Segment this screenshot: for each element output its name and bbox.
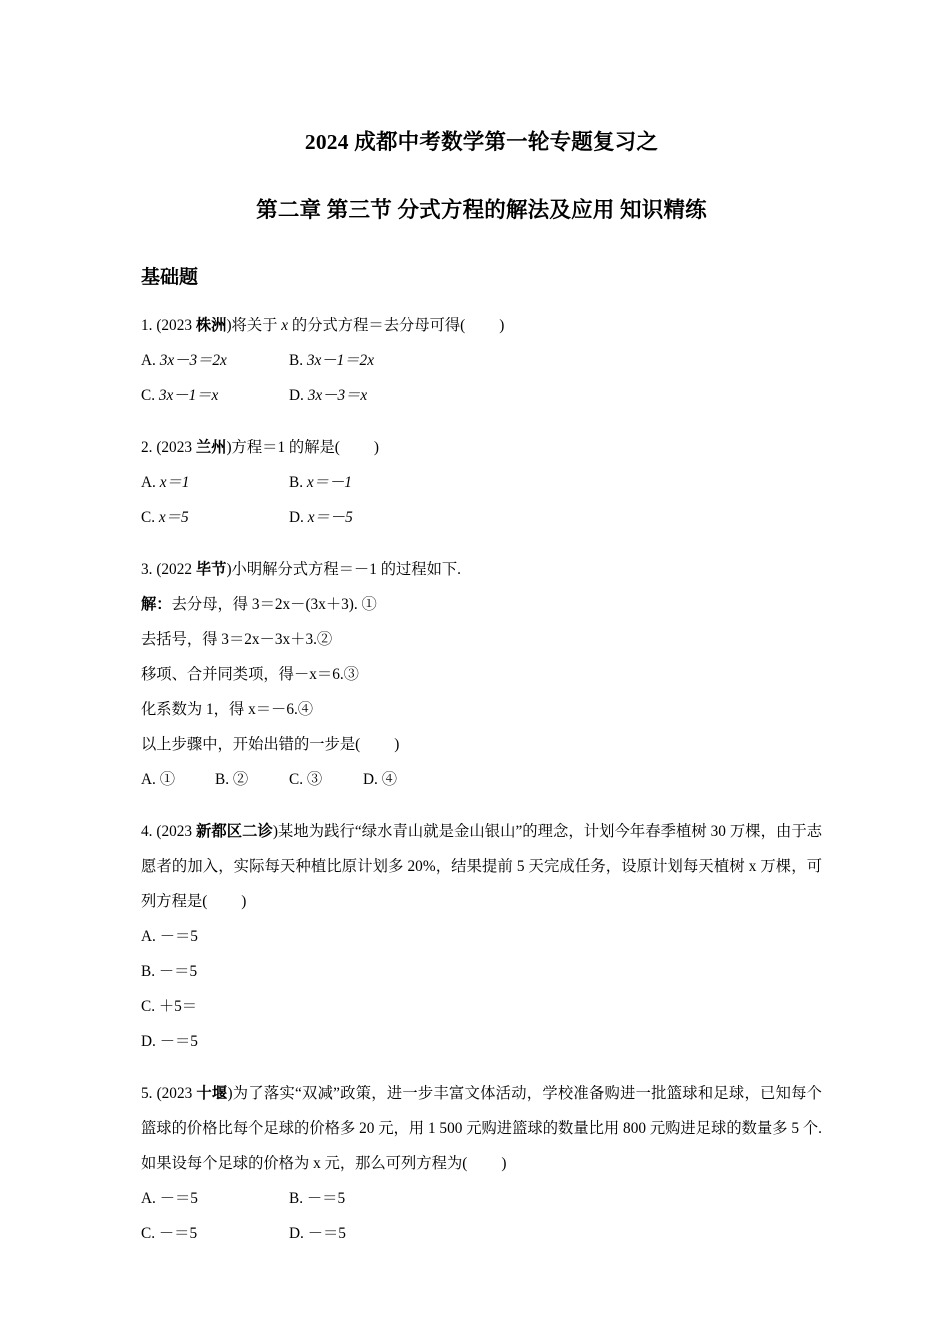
solution-step-4 <box>141 692 822 727</box>
solution-step-3 <box>141 657 822 692</box>
option-3-C[interactable] <box>289 762 363 797</box>
question-block-1 <box>141 308 822 413</box>
option-label-3-C: C. <box>289 771 304 788</box>
question-block-3 <box>141 552 822 797</box>
option-body-5-C: －＝5 <box>158 1225 198 1242</box>
solution-step-text-2: 去括号，得 3＝2x－3x＋3.② <box>141 631 333 648</box>
question-number-3: 3. <box>141 561 153 578</box>
option-3-D[interactable] <box>363 762 397 797</box>
option-body-4-C: ＋5＝ <box>158 998 198 1015</box>
question-source-prefix-4: (2023 <box>156 823 196 840</box>
option-row-3 <box>141 762 822 797</box>
question-text-5: 为了落实“双减”政策，进一步丰富文体活动，学校准备购进一批篮球和足球，已知每个篮球的价格比每个足球的价格多 20 元，用 1 500 元购进篮球的数量比用 800 元购进足球的数量多 5 个. 如果设每个足球的价格为 x 元，那么可列方程为( <box>141 1085 822 1172</box>
solution-step-text-1: 去分母，得 3＝2x－(3x＋3). ① <box>171 596 377 613</box>
option-label-3-A: A. <box>141 771 156 788</box>
option-label-3-D: D. <box>363 771 378 788</box>
question-number-2: 2. <box>141 439 153 456</box>
question-paren-close-3: ) <box>394 736 400 753</box>
question-paren-close-4: ) <box>241 893 247 910</box>
option-label-2-A: A. <box>141 474 156 491</box>
option-row-2-top <box>141 465 822 500</box>
question-source-suffix-2: ) <box>226 439 232 456</box>
document-title-line-1: 2024 成都中考数学第一轮专题复习之 <box>304 130 659 154</box>
option-4-C[interactable] <box>141 989 822 1024</box>
option-body-5-A: －＝5 <box>159 1190 198 1207</box>
question-block-4 <box>141 814 822 1059</box>
option-row-1-bottom <box>141 378 822 413</box>
question-number-5: 5. <box>141 1085 153 1102</box>
question-number-1: 1. <box>141 317 153 334</box>
question-variable-1: x <box>281 317 289 334</box>
question-paren-close-1: ) <box>499 317 505 334</box>
question-stem-2 <box>141 430 822 465</box>
option-4-D[interactable] <box>141 1024 822 1059</box>
solution-step-text-3: 移项、合并同类项，得－x＝6.③ <box>141 666 359 683</box>
option-row-2-bottom <box>141 500 822 535</box>
option-1-C[interactable] <box>141 378 289 413</box>
option-2-B[interactable] <box>289 465 352 500</box>
option-row-1-top <box>141 343 822 378</box>
option-label-4-C: C. <box>141 998 156 1015</box>
option-list-4 <box>141 919 822 1059</box>
option-1-B[interactable] <box>289 343 374 378</box>
option-body-5-D: －＝5 <box>307 1225 346 1242</box>
question-source-suffix-1: ) <box>226 317 232 334</box>
option-4-B[interactable] <box>141 954 822 989</box>
option-label-5-D: D. <box>289 1225 304 1242</box>
solution-step-2 <box>141 622 822 657</box>
question-source-name-3: 毕节 <box>195 561 227 578</box>
option-row-5-top <box>141 1181 822 1216</box>
option-5-C[interactable] <box>141 1216 289 1251</box>
option-2-D[interactable] <box>289 500 353 535</box>
question-text-1b: 的分式方程＝去分母可得( <box>291 317 466 334</box>
option-5-A[interactable] <box>141 1181 289 1216</box>
option-1-D[interactable] <box>289 378 367 413</box>
option-body-3-C: ③ <box>306 771 323 788</box>
document-content <box>141 0 822 1251</box>
solution-step-text-4: 化系数为 1，得 x＝－6.④ <box>141 701 314 718</box>
question-stem-3 <box>141 552 822 587</box>
option-body-4-A: －＝5 <box>159 928 198 945</box>
question-source-suffix-3: ) <box>226 561 232 578</box>
option-label-1-C: C. <box>141 387 156 404</box>
solution-prefix-label: 解： <box>141 596 172 613</box>
option-body-3-D: ④ <box>381 771 398 788</box>
option-5-D[interactable] <box>289 1216 346 1251</box>
option-label-4-D: D. <box>141 1033 156 1050</box>
option-body-1-B: 3x－1＝2x <box>306 352 374 369</box>
option-1-A[interactable] <box>141 343 289 378</box>
question-source-name-4: 新都区二诊 <box>195 823 273 840</box>
option-2-C[interactable] <box>141 500 289 535</box>
option-label-4-B: B. <box>141 963 156 980</box>
question-source-name-1: 株洲 <box>195 317 227 334</box>
option-label-2-C: C. <box>141 509 156 526</box>
option-body-2-D: x＝－5 <box>307 509 353 526</box>
option-label-3-B: B. <box>215 771 230 788</box>
option-2-A[interactable] <box>141 465 289 500</box>
option-body-5-B: －＝5 <box>306 1190 346 1207</box>
question-block-5 <box>141 1076 822 1251</box>
question-text-3: 小明解分式方程＝－1 的过程如下. <box>231 561 462 578</box>
option-body-4-B: －＝5 <box>158 963 198 980</box>
option-3-A[interactable] <box>141 762 215 797</box>
question-stem-1 <box>141 308 822 343</box>
option-label-5-A: A. <box>141 1190 156 1207</box>
option-label-1-A: A. <box>141 352 156 369</box>
option-label-5-C: C. <box>141 1225 156 1242</box>
question-paren-close-5: ) <box>501 1155 507 1172</box>
option-body-2-B: x＝－1 <box>306 474 352 491</box>
question-source-prefix-3: (2022 <box>156 561 196 578</box>
option-body-1-A: 3x－3＝2x <box>159 352 227 369</box>
solution-step-1 <box>141 587 822 622</box>
question-tail-3 <box>141 727 822 762</box>
option-body-2-A: x＝1 <box>159 474 190 491</box>
option-label-1-D: D. <box>289 387 304 404</box>
option-body-1-D: 3x－3＝x <box>307 387 368 404</box>
option-body-3-B: ② <box>232 771 249 788</box>
question-source-suffix-5: ) <box>227 1085 233 1102</box>
option-3-B[interactable] <box>215 762 289 797</box>
option-label-4-A: A. <box>141 928 156 945</box>
question-source-prefix-5: (2023 <box>156 1085 197 1102</box>
question-text-2: 方程＝1 的解是( <box>231 439 340 456</box>
option-body-2-C: x＝5 <box>158 509 189 526</box>
question-stem-4 <box>141 814 822 919</box>
option-label-1-B: B. <box>289 352 304 369</box>
option-5-B[interactable] <box>289 1181 345 1216</box>
option-label-5-B: B. <box>289 1190 304 1207</box>
question-source-prefix-2: (2023 <box>156 439 196 456</box>
question-text-4: 某地为践行“绿水青山就是金山银山”的理念，计划今年春季植树 30 万棵，由于志愿者的加入，实际每天种植比原计划多 20%，结果提前 5 天完成任务，设原计划每天植树 x 万棵，可列方程是( <box>141 823 822 910</box>
question-tail-text-3: 以上步骤中，开始出错的一步是( <box>141 736 361 753</box>
question-paren-close-2: ) <box>373 439 380 456</box>
option-row-5-bottom <box>141 1216 822 1251</box>
question-stem-5 <box>141 1076 822 1181</box>
question-source-prefix-1: (2023 <box>156 317 196 334</box>
question-block-2 <box>141 430 822 535</box>
question-source-name-5: 十堰 <box>196 1085 228 1102</box>
option-body-1-C: 3x－1＝x <box>158 387 219 404</box>
option-4-A[interactable] <box>141 919 822 954</box>
option-label-2-D: D. <box>289 509 304 526</box>
question-text-1a: 将关于 <box>231 317 278 334</box>
question-number-4: 4. <box>141 823 153 840</box>
option-label-2-B: B. <box>289 474 304 491</box>
question-source-name-2: 兰州 <box>195 439 227 456</box>
option-body-4-D: －＝5 <box>159 1033 198 1050</box>
question-source-suffix-4: ) <box>272 823 278 840</box>
option-body-3-A: ① <box>159 771 176 788</box>
section-heading-basic-questions: 基础题 <box>141 267 199 288</box>
document-title-line-2: 第二章 第三节 分式方程的解法及应用 知识精练 <box>256 198 707 222</box>
